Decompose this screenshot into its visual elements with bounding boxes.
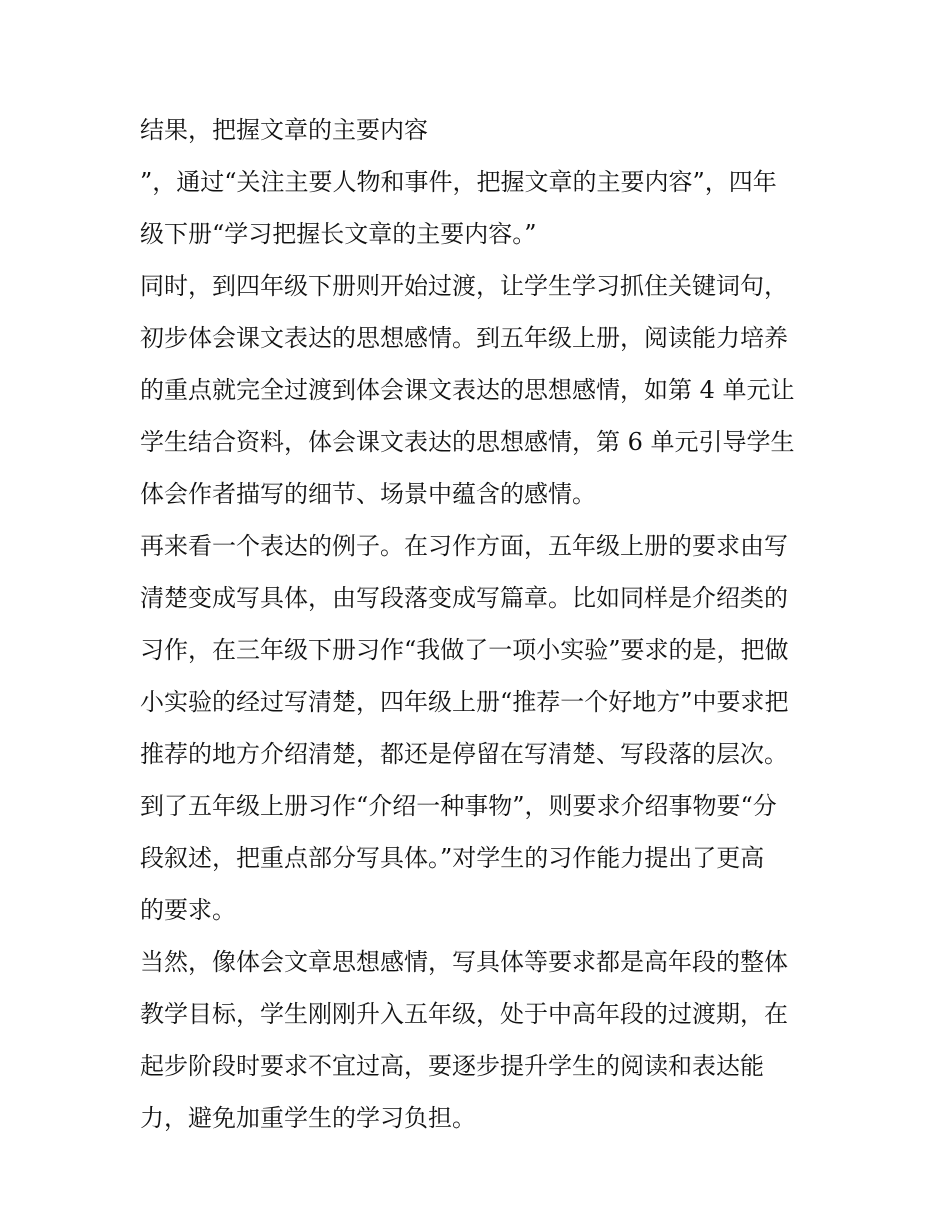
text-line-3: 级下册“学习把握长文章的主要内容。” bbox=[140, 220, 537, 248]
text-line-16: 的要求。 bbox=[140, 896, 236, 924]
text-line-15: 段叙述，把重点部分写具体。”对学生的习作能力提出了更高 bbox=[140, 844, 765, 872]
text-line-11: 习作，在三年级下册习作“我做了一项小实验”要求的是，把做 bbox=[140, 636, 789, 664]
text-line-4: 同时，到四年级下册则开始过渡，让学生学习抓住关键词句， bbox=[140, 272, 788, 300]
text-line-18: 教学目标，学生刚刚升入五年级，处于中高年段的过渡期，在 bbox=[140, 1000, 788, 1028]
document-body bbox=[140, 104, 820, 1144]
text-line-8: 体会作者描写的细节、场景中蕴含的感情。 bbox=[140, 480, 596, 508]
text-line-5: 初步体会课文表达的思想感情。到五年级上册，阅读能力培养 bbox=[140, 324, 788, 352]
text-line-9: 再来看一个表达的例子。在习作方面，五年级上册的要求由写 bbox=[140, 532, 788, 560]
text-line-14: 到了五年级上册习作“介绍一种事物”，则要求介绍事物要“分 bbox=[140, 792, 777, 820]
text-line-1: 结果，把握文章的主要内容 bbox=[140, 116, 428, 144]
text-line-19: 起步阶段时要求不宜过高，要逐步提升学生的阅读和表达能 bbox=[140, 1052, 764, 1080]
text-line-17: 当然，像体会文章思想感情，写具体等要求都是高年段的整体 bbox=[140, 948, 788, 976]
text-line-13: 推荐的地方介绍清楚，都还是停留在写清楚、写段落的层次。 bbox=[140, 740, 788, 768]
text-line-12: 小实验的经过写清楚，四年级上册“推荐一个好地方”中要求把 bbox=[140, 688, 789, 716]
text-line-6: 的重点就完全过渡到体会课文表达的思想感情，如第 4 单元让 bbox=[140, 376, 795, 404]
text-line-2: ”，通过“关注主要人物和事件，把握文章的主要内容”，四年 bbox=[140, 168, 777, 196]
text-line-10: 清楚变成写具体，由写段落变成写篇章。比如同样是介绍类的 bbox=[140, 584, 788, 612]
text-line-7: 学生结合资料，体会课文表达的思想感情，第 6 单元引导学生 bbox=[140, 428, 795, 456]
text-line-20: 力，避免加重学生的学习负担。 bbox=[140, 1104, 476, 1132]
